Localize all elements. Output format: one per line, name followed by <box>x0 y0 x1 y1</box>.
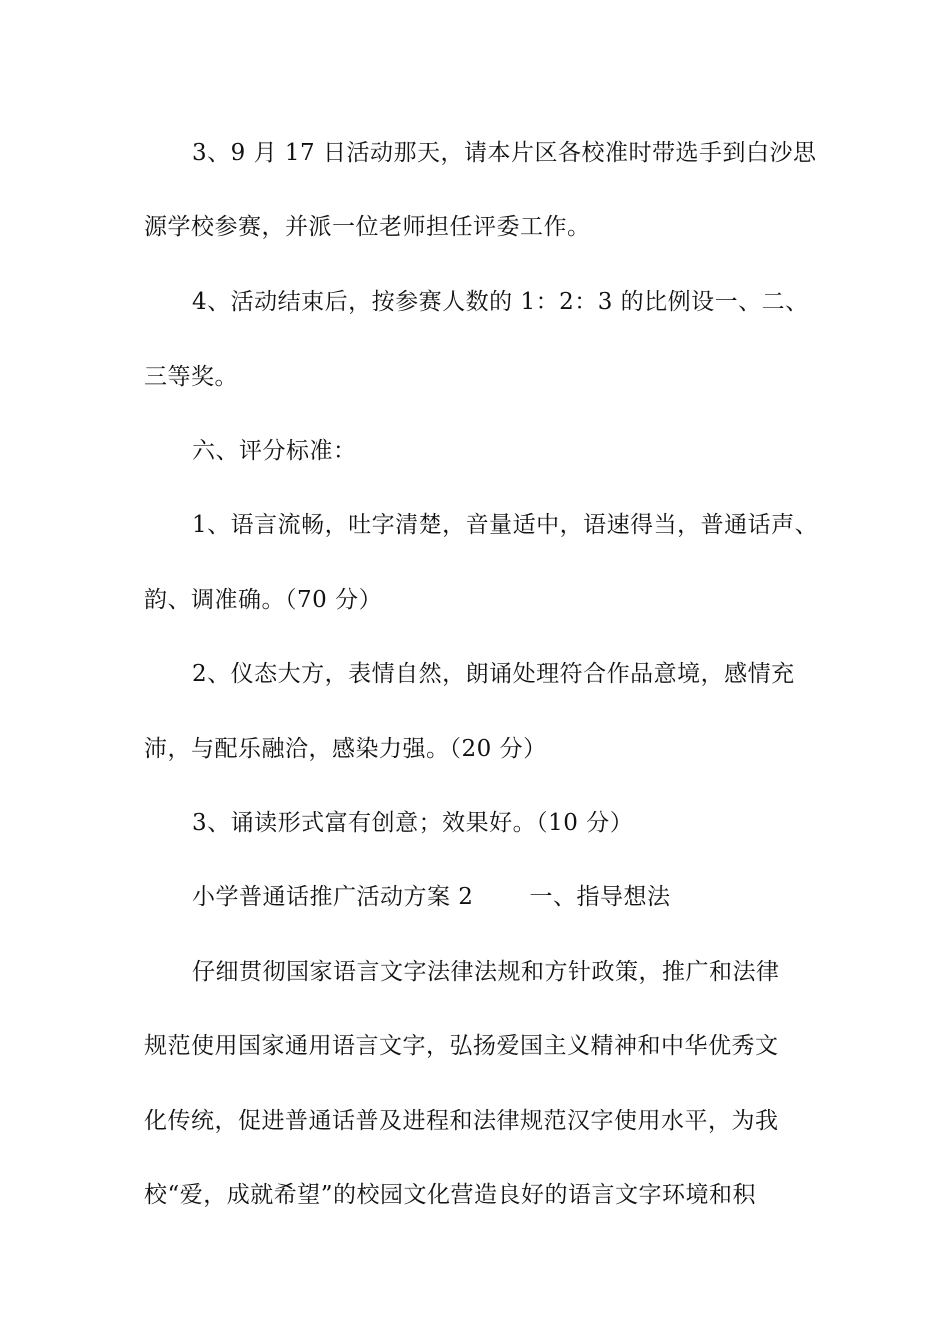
paragraph-line: 3、9 月 17 日活动那天，请本片区各校准时带选手到白沙思 <box>192 140 817 166</box>
paragraph-line: 韵、调准确。（70 分） <box>144 587 383 613</box>
paragraph-line: 2、仪态大方，表情自然，朗诵处理符合作品意境，感情充 <box>192 661 795 687</box>
paragraph-line: 3、诵读形式富有创意；效果好。（10 分） <box>192 810 634 836</box>
paragraph-line: 化传统，促进普通话普及进程和法律规范汉字使用水平，为我 <box>144 1108 779 1134</box>
paragraph-line: 三等奖。 <box>144 364 238 390</box>
section-heading-guiding: 一、指导想法 <box>529 884 671 910</box>
paragraph-line: 仔细贯彻国家语言文字法律法规和方针政策，推广和法律 <box>192 959 780 985</box>
paragraph-line: 源学校参赛，并派一位老师担任评委工作。 <box>144 214 591 240</box>
section-heading-scoring: 六、评分标准： <box>192 438 357 464</box>
paragraph-line: 规范使用国家通用语言文字，弘扬爱国主义精神和中华优秀文 <box>144 1033 779 1059</box>
paragraph-line: 沛，与配乐融洽，感染力强。（20 分） <box>144 736 547 762</box>
plan-title-line <box>192 882 670 912</box>
plan-title: 小学普通话推广活动方案 2 <box>192 884 474 910</box>
paragraph-line: 1、语言流畅，吐字清楚，音量适中，语速得当，普通话声、 <box>192 512 819 538</box>
paragraph-line: 校“爱，成就希望”的校园文化营造良好的语言文字环境和积 <box>144 1182 757 1208</box>
paragraph-line: 4、活动结束后，按参赛人数的 1：2：3 的比例设一、二、 <box>192 289 809 315</box>
